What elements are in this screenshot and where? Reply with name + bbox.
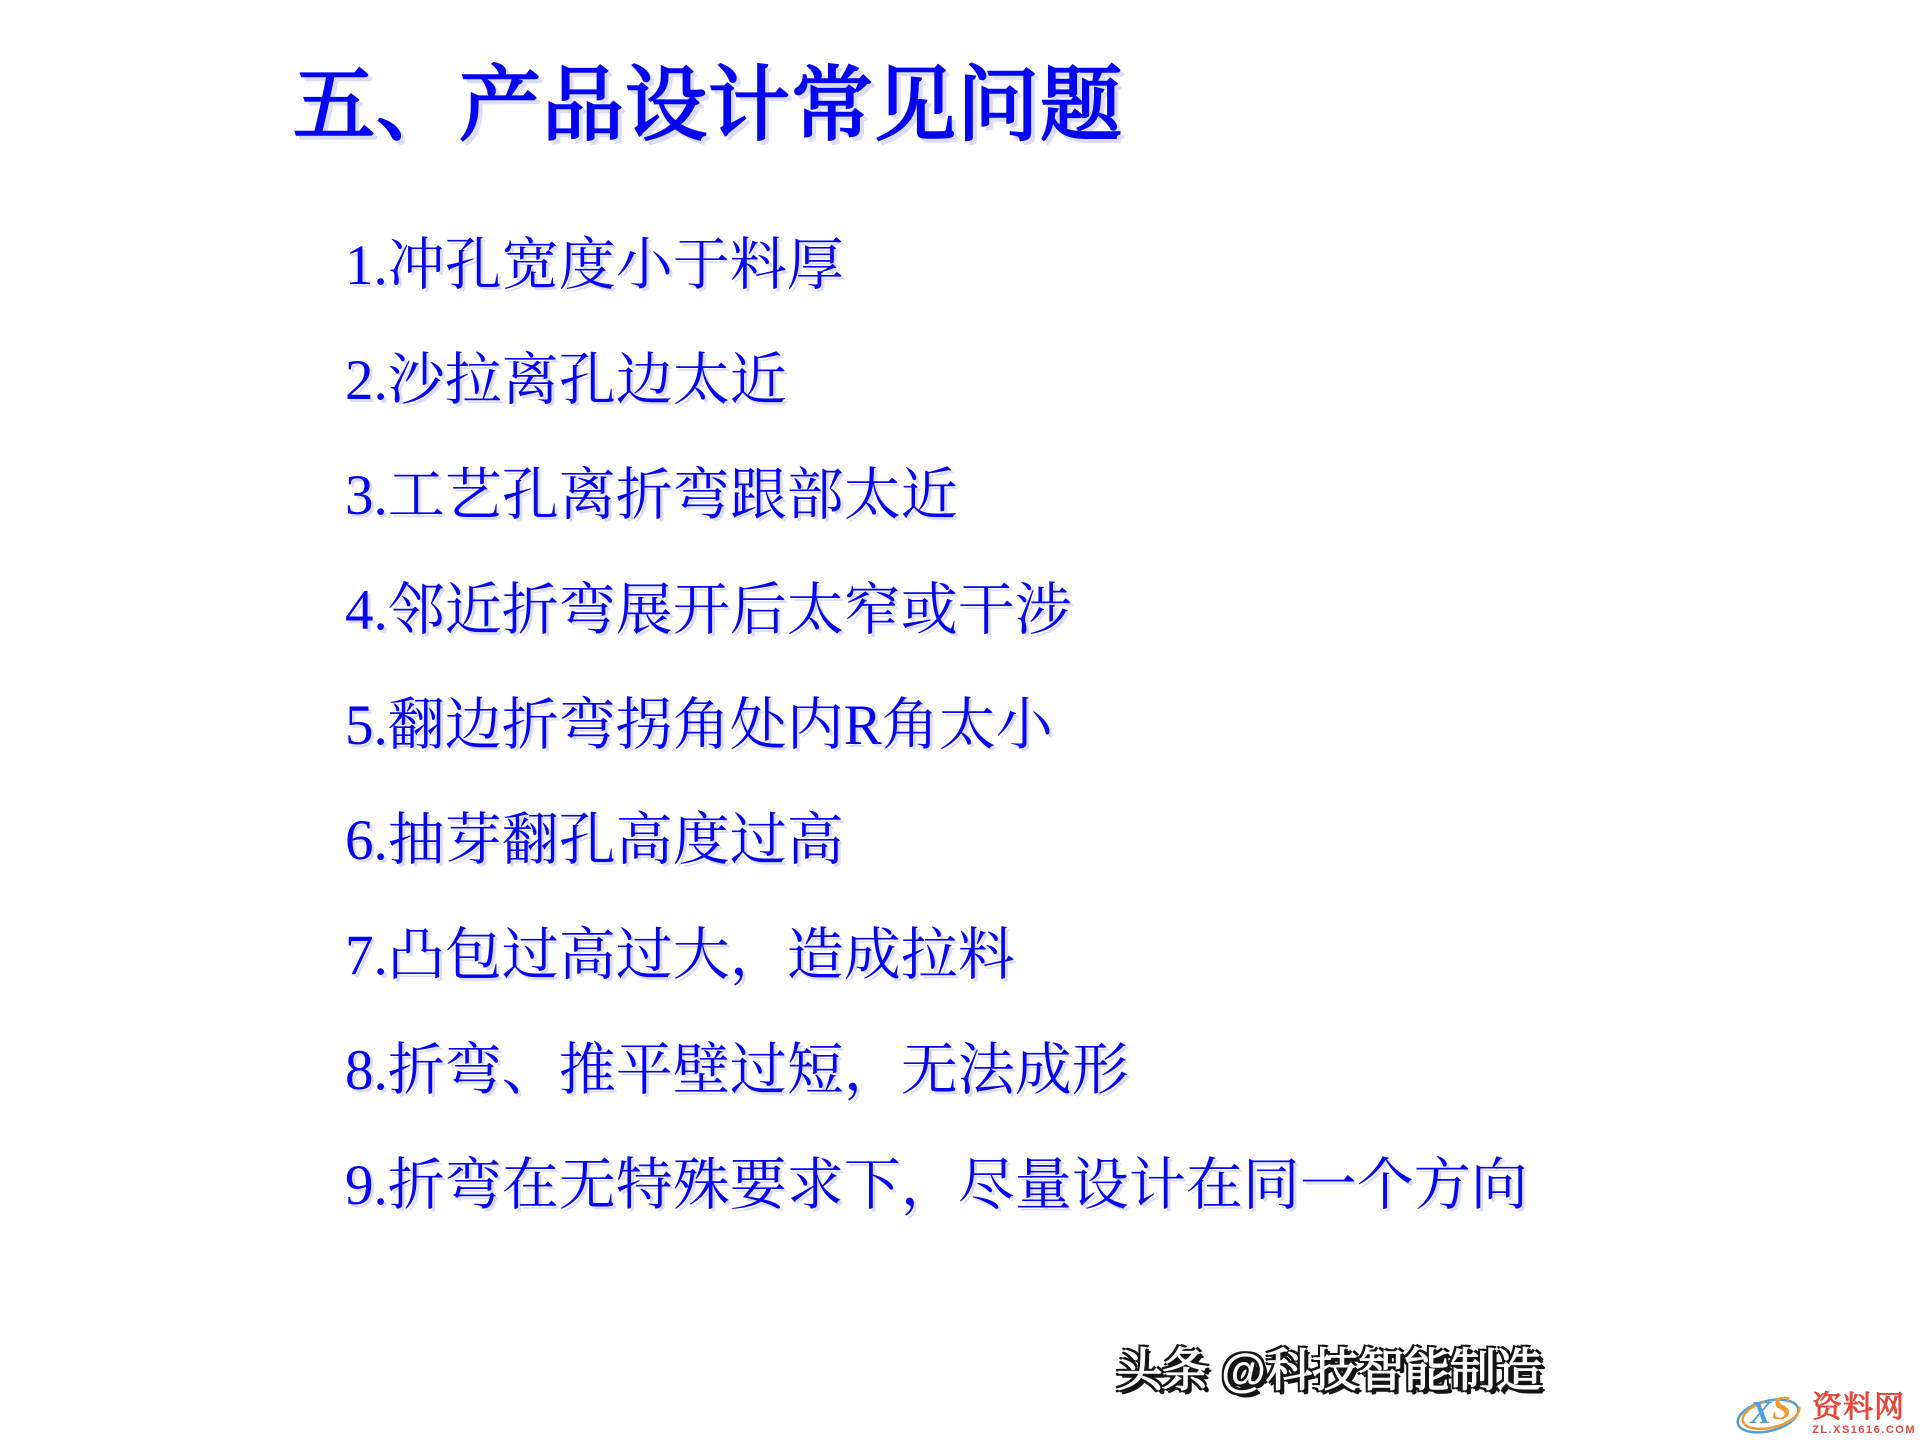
list-item: 2.沙拉离孔边太近 — [345, 349, 787, 412]
list-item: 6.抽芽翻孔高度过高 — [345, 809, 844, 872]
ziliao-watermark-logo — [1734, 1390, 1916, 1438]
xs-monogram-icon — [1734, 1390, 1810, 1438]
slide-title: 五、产品设计常见问题 — [293, 60, 1124, 151]
toutiao-watermark-text: 头条 @科技智能制造 — [1116, 1344, 1542, 1396]
list-item: 8.折弯、推平壁过短，无法成形 — [345, 1039, 1129, 1102]
list-item: 9.折弯在无特殊要求下，尽量设计在同一个方向 — [345, 1154, 1528, 1217]
list-item: 1.冲孔宽度小于料厚 — [345, 234, 844, 297]
logo-text-column — [1812, 1390, 1916, 1437]
list-item: 3.工艺孔离折弯跟部太近 — [345, 464, 958, 527]
logo-brand-text: 资料网 — [1812, 1391, 1906, 1424]
logo-letter-s: S — [1772, 1390, 1792, 1427]
logo-url-text: ZL.XS1616.COM — [1812, 1424, 1916, 1436]
problem-list — [345, 208, 1528, 1243]
list-item: 5.翻边折弯拐角处内R角太小 — [345, 694, 1053, 757]
list-item: 4.邻近折弯展开后太窄或干涉 — [345, 579, 1072, 642]
list-item: 7.凸包过高过大，造成拉料 — [345, 924, 1015, 987]
logo-letter-x: X — [1750, 1394, 1772, 1430]
